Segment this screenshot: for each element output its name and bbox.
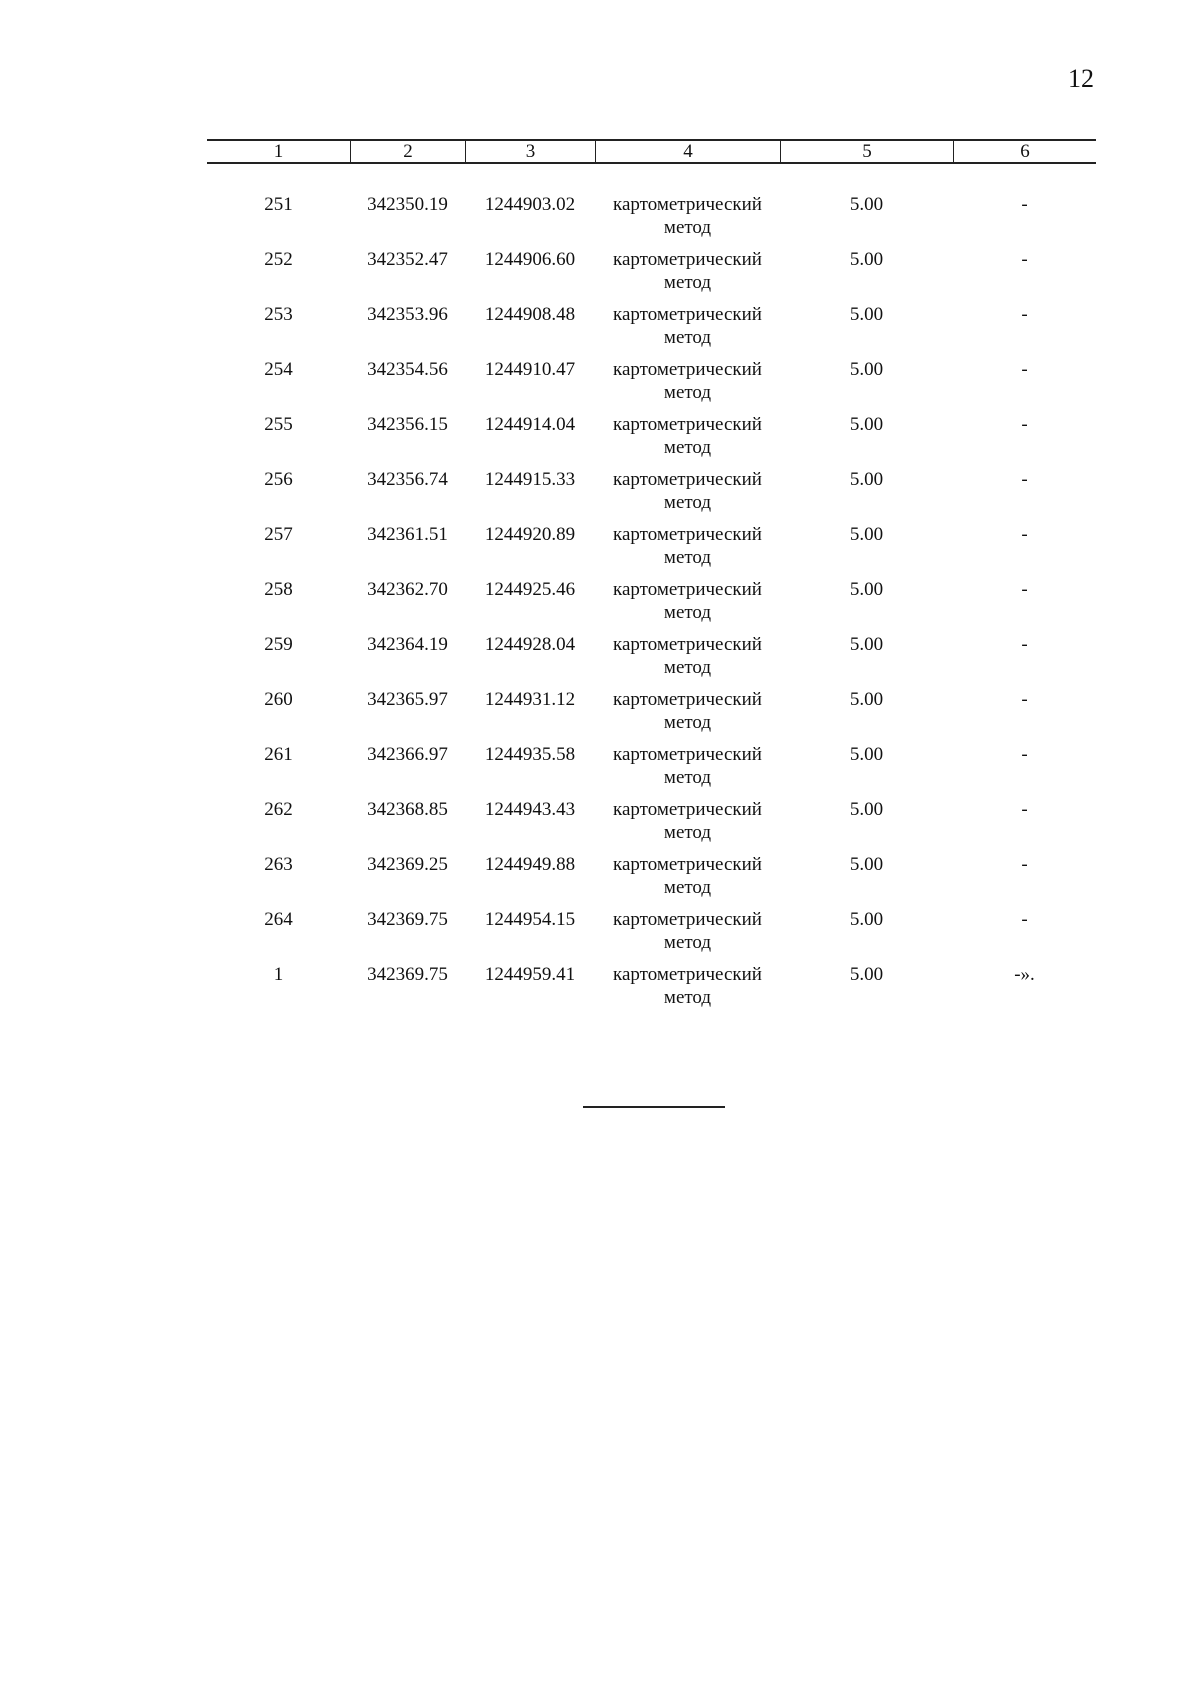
coord-y-cell: 1244949.88 xyxy=(484,854,576,875)
coord-x-cell: 342366.97 xyxy=(367,744,448,765)
coord-y-cell: 1244954.15 xyxy=(484,909,576,930)
point-number-cell: 256 xyxy=(264,469,293,490)
point-number-cell: 262 xyxy=(264,799,293,820)
method-cell xyxy=(595,578,780,624)
point-number-cell: 263 xyxy=(264,854,293,875)
method-line-2: метод xyxy=(663,877,712,898)
coord-y-cell: 1244920.89 xyxy=(484,524,576,545)
coord-y-cell: 1244908.48 xyxy=(484,304,576,325)
method-line-2: метод xyxy=(663,382,712,403)
method-cell xyxy=(595,633,780,679)
table-row xyxy=(207,963,1096,1018)
method-line-2: метод xyxy=(663,822,712,843)
method-line-2: метод xyxy=(663,217,712,238)
method-line-1: картометрический xyxy=(613,964,762,985)
method-line-1: картометрический xyxy=(613,359,762,380)
method-cell xyxy=(595,193,780,239)
method-line-1: картометрический xyxy=(613,469,762,490)
table-row xyxy=(207,193,1096,248)
point-number-cell: 1 xyxy=(273,964,284,985)
coord-x-cell: 342361.51 xyxy=(367,524,448,545)
coord-x-cell: 342369.25 xyxy=(367,854,448,875)
coord-y-cell: 1244943.43 xyxy=(484,799,576,820)
point-number-cell: 259 xyxy=(264,634,293,655)
method-cell xyxy=(595,798,780,844)
table-row xyxy=(207,853,1096,908)
coord-x-cell: 342354.56 xyxy=(367,359,448,380)
coord-y-cell: 1244910.47 xyxy=(484,359,576,380)
note-cell: - xyxy=(1021,194,1028,215)
method-cell xyxy=(595,688,780,734)
method-line-1: картометрический xyxy=(613,304,762,325)
coord-x-cell: 342352.47 xyxy=(367,249,448,270)
header-col-3: 3 xyxy=(465,141,595,162)
point-number-cell: 261 xyxy=(264,744,293,765)
method-cell xyxy=(595,248,780,294)
note-cell: - xyxy=(1021,744,1028,765)
method-line-1: картометрический xyxy=(613,414,762,435)
note-cell: - xyxy=(1021,909,1028,930)
header-col-1: 1 xyxy=(273,141,284,162)
page-number: 12 xyxy=(1068,64,1094,93)
accuracy-cell: 5.00 xyxy=(849,194,884,215)
note-cell: - xyxy=(1021,414,1028,435)
note-cell: - xyxy=(1021,359,1028,380)
method-cell xyxy=(595,853,780,899)
method-line-2: метод xyxy=(663,437,712,458)
table-row xyxy=(207,908,1096,963)
header-col-6: 6 xyxy=(953,141,1096,162)
method-line-1: картометрический xyxy=(613,194,762,215)
method-line-1: картометрический xyxy=(613,909,762,930)
accuracy-cell: 5.00 xyxy=(849,744,884,765)
method-cell xyxy=(595,963,780,1009)
note-cell: - xyxy=(1021,524,1028,545)
method-cell xyxy=(595,743,780,789)
coord-y-cell: 1244928.04 xyxy=(484,634,576,655)
coord-y-cell: 1244914.04 xyxy=(484,414,576,435)
method-line-1: картометрический xyxy=(613,689,762,710)
point-number-cell: 257 xyxy=(264,524,293,545)
method-line-2: метод xyxy=(663,602,712,623)
note-cell: - xyxy=(1021,249,1028,270)
table-row xyxy=(207,358,1096,413)
note-cell: - xyxy=(1021,579,1028,600)
method-cell xyxy=(595,303,780,349)
method-line-2: метод xyxy=(663,932,712,953)
coord-y-cell: 1244925.46 xyxy=(484,579,576,600)
note-cell: - xyxy=(1021,304,1028,325)
note-cell: -». xyxy=(1014,964,1035,985)
method-line-2: метод xyxy=(663,327,712,348)
coord-y-cell: 1244915.33 xyxy=(484,469,576,490)
point-number-cell: 264 xyxy=(264,909,293,930)
accuracy-cell: 5.00 xyxy=(849,799,884,820)
coord-y-cell: 1244903.02 xyxy=(484,194,576,215)
accuracy-cell: 5.00 xyxy=(849,304,884,325)
method-line-2: метод xyxy=(663,767,712,788)
point-number-cell: 253 xyxy=(264,304,293,325)
accuracy-cell: 5.00 xyxy=(849,469,884,490)
accuracy-cell: 5.00 xyxy=(849,634,884,655)
point-number-cell: 258 xyxy=(264,579,293,600)
note-cell: - xyxy=(1021,799,1028,820)
coord-y-cell: 1244906.60 xyxy=(484,249,576,270)
point-number-cell: 254 xyxy=(264,359,293,380)
table-body xyxy=(207,193,1096,1018)
method-cell xyxy=(595,468,780,514)
accuracy-cell: 5.00 xyxy=(849,854,884,875)
coord-x-cell: 342350.19 xyxy=(367,194,448,215)
end-rule xyxy=(583,1106,725,1108)
method-cell xyxy=(595,358,780,404)
note-cell: - xyxy=(1021,469,1028,490)
accuracy-cell: 5.00 xyxy=(849,414,884,435)
method-line-1: картометрический xyxy=(613,744,762,765)
table-row xyxy=(207,413,1096,468)
header-col-5: 5 xyxy=(780,141,953,162)
note-cell: - xyxy=(1021,689,1028,710)
method-line-1: картометрический xyxy=(613,524,762,545)
coord-x-cell: 342353.96 xyxy=(367,304,448,325)
coord-x-cell: 342369.75 xyxy=(367,909,448,930)
accuracy-cell: 5.00 xyxy=(849,359,884,380)
accuracy-cell: 5.00 xyxy=(849,689,884,710)
method-line-1: картометрический xyxy=(613,634,762,655)
coord-x-cell: 342362.70 xyxy=(367,579,448,600)
method-line-2: метод xyxy=(663,547,712,568)
coord-y-cell: 1244935.58 xyxy=(484,744,576,765)
coord-y-cell: 1244959.41 xyxy=(484,964,576,985)
method-cell xyxy=(595,413,780,459)
method-cell xyxy=(595,908,780,954)
header-col-4: 4 xyxy=(595,141,780,162)
point-number-cell: 251 xyxy=(264,194,293,215)
table-header xyxy=(207,139,1096,164)
table-row xyxy=(207,633,1096,688)
point-number-cell: 252 xyxy=(264,249,293,270)
point-number-cell: 260 xyxy=(264,689,293,710)
method-line-2: метод xyxy=(663,492,712,513)
accuracy-cell: 5.00 xyxy=(849,524,884,545)
table-row xyxy=(207,688,1096,743)
method-line-2: метод xyxy=(663,272,712,293)
table-row xyxy=(207,798,1096,853)
note-cell: - xyxy=(1021,854,1028,875)
table-row xyxy=(207,303,1096,358)
coord-x-cell: 342369.75 xyxy=(367,964,448,985)
accuracy-cell: 5.00 xyxy=(849,964,884,985)
point-number-cell: 255 xyxy=(264,414,293,435)
accuracy-cell: 5.00 xyxy=(849,579,884,600)
table-row xyxy=(207,743,1096,798)
coord-x-cell: 342356.74 xyxy=(367,469,448,490)
method-line-2: метод xyxy=(663,657,712,678)
method-cell xyxy=(595,523,780,569)
table-row xyxy=(207,523,1096,578)
method-line-2: метод xyxy=(663,712,712,733)
note-cell: - xyxy=(1021,634,1028,655)
header-col-2: 2 xyxy=(350,141,465,162)
method-line-1: картометрический xyxy=(613,799,762,820)
coord-x-cell: 342365.97 xyxy=(367,689,448,710)
coord-x-cell: 342368.85 xyxy=(367,799,448,820)
method-line-1: картометрический xyxy=(613,249,762,270)
table-row xyxy=(207,248,1096,303)
accuracy-cell: 5.00 xyxy=(849,909,884,930)
coord-x-cell: 342356.15 xyxy=(367,414,448,435)
method-line-1: картометрический xyxy=(613,579,762,600)
accuracy-cell: 5.00 xyxy=(849,249,884,270)
coord-x-cell: 342364.19 xyxy=(367,634,448,655)
table-row xyxy=(207,578,1096,633)
coord-y-cell: 1244931.12 xyxy=(484,689,576,710)
method-line-2: метод xyxy=(663,987,712,1008)
table-row xyxy=(207,468,1096,523)
method-line-1: картометрический xyxy=(613,854,762,875)
